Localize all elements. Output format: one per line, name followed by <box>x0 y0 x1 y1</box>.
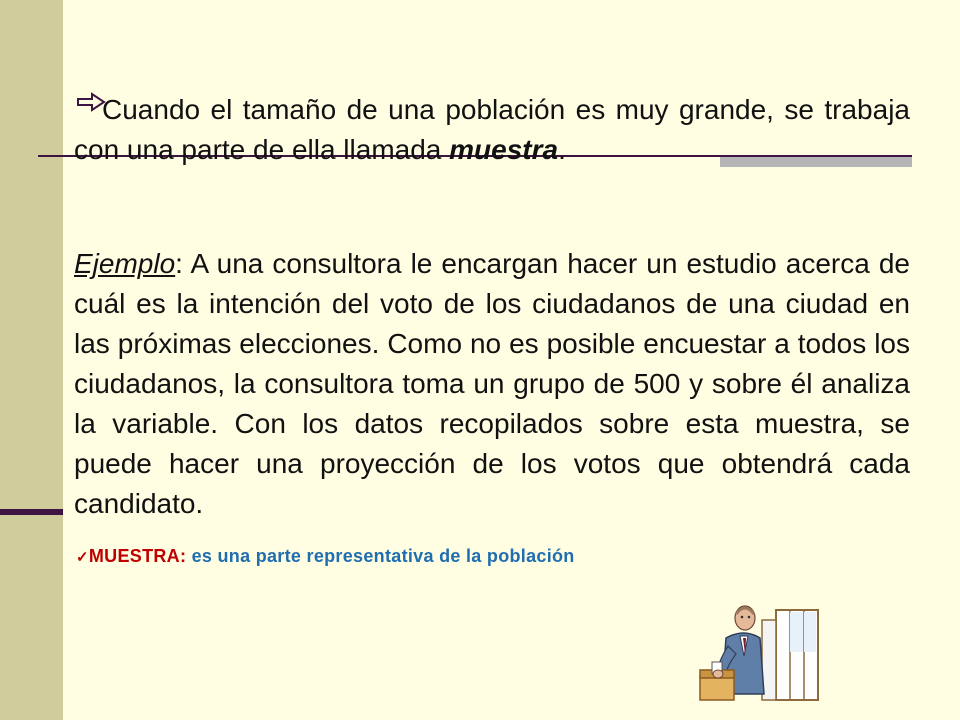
left-sidebar-rule <box>0 509 63 515</box>
example-paragraph <box>74 244 910 524</box>
left-sidebar-bar <box>0 0 63 720</box>
intro-text: Cuando el tamaño de una población es muy grande, se trabaja con una parte de ella llamada <box>74 94 910 165</box>
definition-term: MUESTRA: <box>88 546 187 566</box>
example-body: A una consultora le encargan hacer un estudio acerca de cuál es la intención del voto de los ciudadanos de una ciudad en las próximas elecciones. Como no es posible encuestar a todos los ciudadanos, la consultora toma un grupo de 500 y sobre él analiza la variable. Con los datos recopilados sobre esta muestra, se puede hacer una proyección de los votos que obtendrá cada candidato. <box>74 248 911 519</box>
example-separator: : <box>175 248 191 279</box>
checkmark-icon: ✓ <box>76 549 89 566</box>
definition-line <box>76 546 575 567</box>
intro-emphasis: muestra <box>449 134 559 165</box>
intro-paragraph <box>74 90 910 170</box>
example-label: Ejemplo <box>74 248 176 279</box>
voter-ballot-box-clipart <box>696 598 826 702</box>
definition-text: es una parte representativa de la población <box>186 546 575 566</box>
intro-period: . <box>558 134 566 165</box>
